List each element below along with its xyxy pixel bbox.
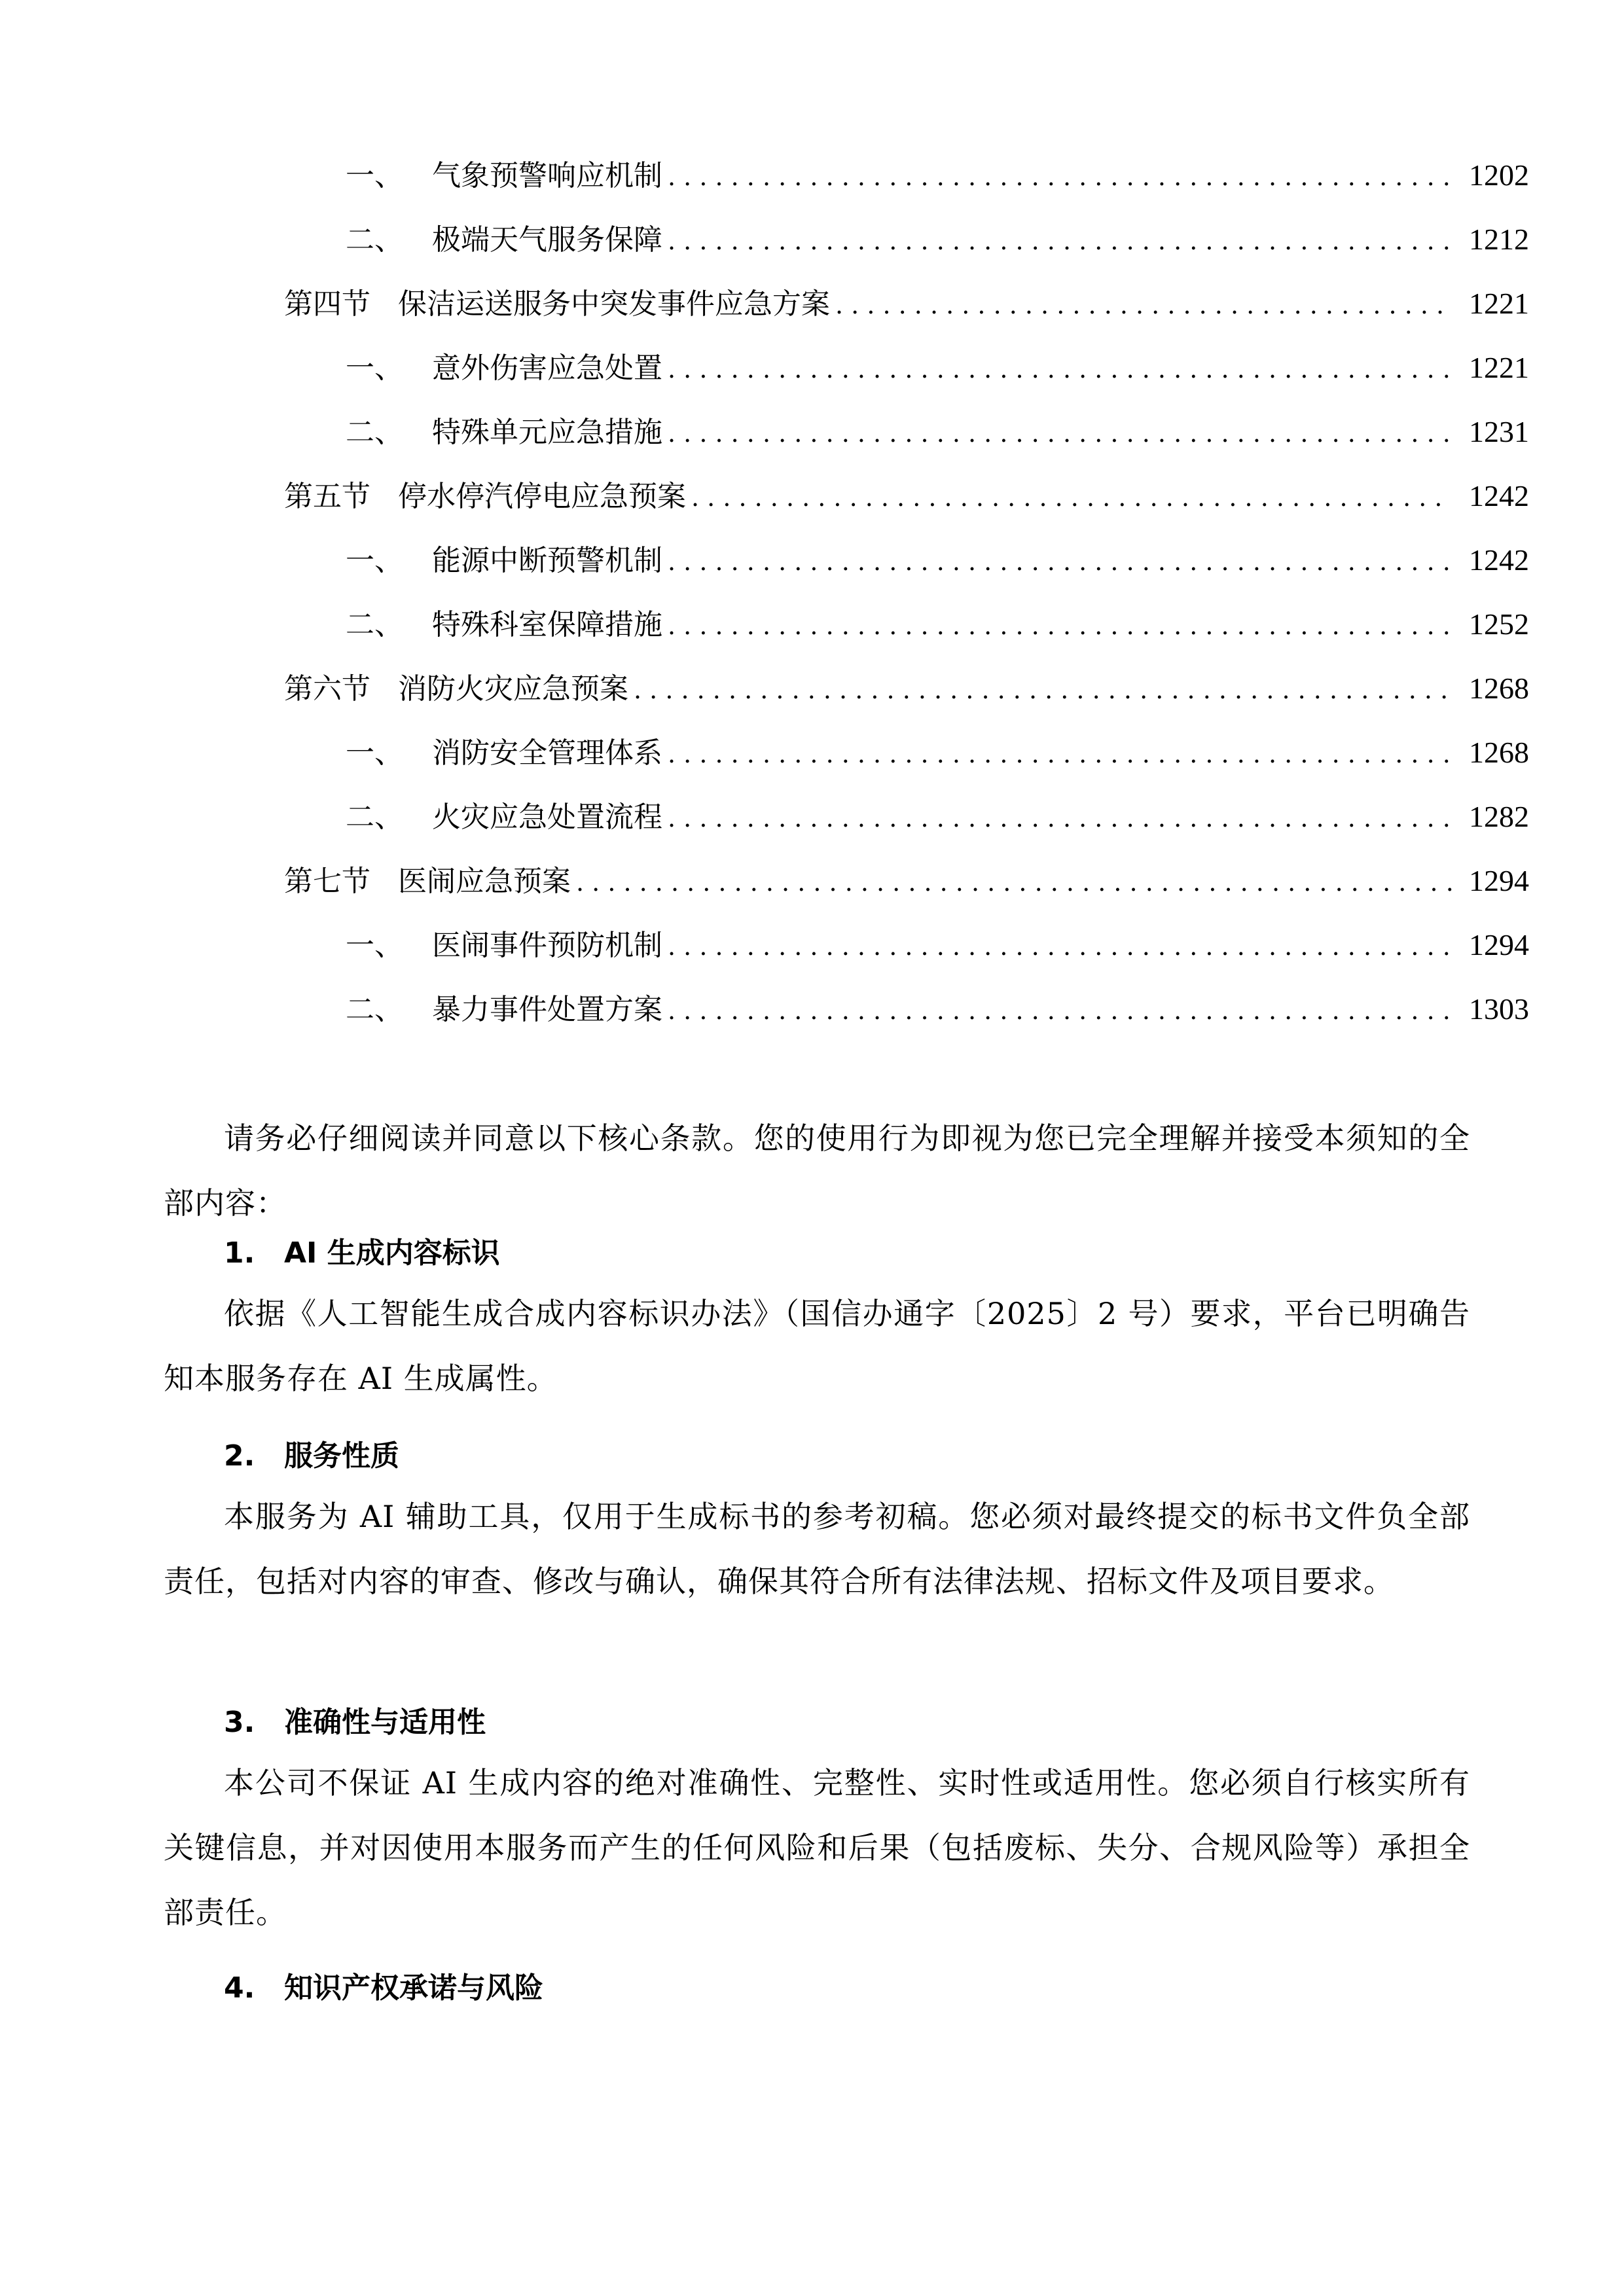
- toc-leader-dots: [668, 606, 1452, 645]
- toc-entry[interactable]: [346, 605, 1529, 644]
- toc-leader-dots: [576, 863, 1452, 902]
- toc-entry-title: 消防安全管理体系: [432, 736, 662, 770]
- toc-entry-title: 保洁运送服务中突发事件应急方案: [398, 287, 830, 321]
- toc-entry-title: 火灾应急处置流程: [432, 800, 662, 834]
- toc-entry-page: 1202: [1469, 158, 1529, 192]
- notice-intro: 请务必仔细阅读并同意以下核心条款。您的使用行为即视为您已完全理解并接受本须知的全部内容：: [164, 1121, 1470, 1221]
- toc-entry[interactable]: [284, 284, 1529, 323]
- notice-section-body: 本服务为 AI 辅助工具，仅用于生成标书的参考初稿。您必须对最终提交的标书文件负全部责任，包括对内容的审查、修改与确认，确保其符合所有法律法规、招标文件及项目要求。: [164, 1499, 1470, 1599]
- notice-section-heading: [224, 1969, 543, 2008]
- toc-entry-page: 1231: [1469, 415, 1529, 448]
- toc-entry-title: 医闹应急预案: [398, 865, 571, 898]
- toc-entry[interactable]: [346, 541, 1529, 580]
- toc-entry-page: 1294: [1469, 864, 1529, 897]
- section-title: 准确性与适用性: [284, 1706, 486, 1739]
- section-number: 3.: [224, 1706, 255, 1739]
- toc-entry-title: 意外伤害应急处置: [432, 351, 662, 385]
- toc-leader-dots: [668, 157, 1452, 196]
- toc-entry-title: 停水停汽停电应急预案: [398, 480, 686, 513]
- toc-entry-marker: 二、: [346, 608, 403, 641]
- toc-entry-title: 暴力事件处置方案: [432, 993, 662, 1026]
- toc-leader-dots: [668, 991, 1452, 1030]
- toc-entry-title: 特殊单元应急措施: [432, 416, 662, 449]
- section-number: 2.: [224, 1439, 255, 1473]
- toc-leader-dots: [668, 414, 1452, 453]
- toc-entry-marker: 一、: [346, 351, 403, 385]
- toc-entry-marker: 第六节: [284, 672, 370, 706]
- toc-leader-dots: [668, 221, 1452, 260]
- toc-entry-marker: 二、: [346, 800, 403, 834]
- toc-entry[interactable]: [346, 925, 1529, 965]
- toc-entry-marker: 二、: [346, 416, 403, 449]
- toc-entry-title: 消防火灾应急预案: [398, 672, 628, 706]
- toc-entry-page: 1282: [1469, 800, 1529, 833]
- toc-leader-dots: [835, 285, 1452, 325]
- toc-leader-dots: [668, 734, 1452, 774]
- notice-section-heading: [224, 1234, 500, 1273]
- toc-entry[interactable]: [346, 733, 1529, 772]
- toc-entry-marker: 一、: [346, 929, 403, 962]
- toc-entry-title: 极端天气服务保障: [432, 223, 662, 257]
- notice-section-body: 本公司不保证 AI 生成内容的绝对准确性、完整性、实时性或适用性。您必须自行核实所有关键信息，并对因使用本服务而产生的任何风险和后果（包括废标、失分、合规风险等）承担全部责任。: [164, 1765, 1470, 1930]
- toc-entry-marker: 一、: [346, 159, 403, 192]
- toc-entry-title: 能源中断预警机制: [432, 544, 662, 577]
- toc-entry-title: 气象预警响应机制: [432, 159, 662, 192]
- section-number: 4.: [224, 1971, 255, 2005]
- toc-entry-marker: 二、: [346, 223, 403, 257]
- toc-entry-page: 1294: [1469, 928, 1529, 961]
- toc-entry-title: 医闹事件预防机制: [432, 929, 662, 962]
- toc-entry-page: 1268: [1469, 672, 1529, 705]
- toc-entry-page: 1242: [1469, 479, 1529, 512]
- toc-entry-page: 1242: [1469, 543, 1529, 577]
- toc-entry[interactable]: [284, 669, 1529, 708]
- toc-entry-page: 1221: [1469, 351, 1529, 384]
- toc-entry-page: 1252: [1469, 607, 1529, 641]
- toc-entry-marker: 第四节: [284, 287, 370, 321]
- section-title: AI 生成内容标识: [284, 1236, 500, 1270]
- toc-entry-marker: 第七节: [284, 865, 370, 898]
- toc-entry-marker: 第五节: [284, 480, 370, 513]
- section-title: 知识产权承诺与风险: [284, 1971, 543, 2005]
- toc-entry[interactable]: [284, 476, 1529, 516]
- toc-entry[interactable]: [346, 220, 1529, 259]
- toc-entry-page: 1303: [1469, 992, 1529, 1026]
- toc-entry[interactable]: [284, 861, 1529, 901]
- toc-entry[interactable]: [346, 156, 1529, 195]
- notice-section-body: 依据《人工智能生成合成内容标识办法》（国信办通字〔2025〕2 号）要求，平台已明确告知本服务存在 AI 生成属性。: [164, 1296, 1470, 1396]
- toc-leader-dots: [634, 670, 1452, 709]
- toc-leader-dots: [668, 798, 1452, 838]
- toc-entry-marker: 一、: [346, 736, 403, 770]
- toc-leader-dots: [691, 478, 1452, 517]
- toc-leader-dots: [668, 927, 1452, 966]
- toc-leader-dots: [668, 542, 1452, 581]
- notice-section-heading: [224, 1437, 399, 1476]
- section-number: 1.: [224, 1236, 255, 1270]
- toc-entry-marker: 一、: [346, 544, 403, 577]
- section-title: 服务性质: [284, 1439, 399, 1473]
- toc-entry[interactable]: [346, 348, 1529, 387]
- toc-entry[interactable]: [346, 797, 1529, 836]
- toc-entry[interactable]: [346, 412, 1529, 452]
- toc-entry[interactable]: [346, 990, 1529, 1029]
- toc-leader-dots: [668, 350, 1452, 389]
- toc-entry-title: 特殊科室保障措施: [432, 608, 662, 641]
- notice-section-heading: [224, 1703, 486, 1742]
- toc-entry-page: 1268: [1469, 736, 1529, 769]
- toc-entry-marker: 二、: [346, 993, 403, 1026]
- toc-entry-page: 1212: [1469, 223, 1529, 256]
- toc-entry-page: 1221: [1469, 287, 1529, 320]
